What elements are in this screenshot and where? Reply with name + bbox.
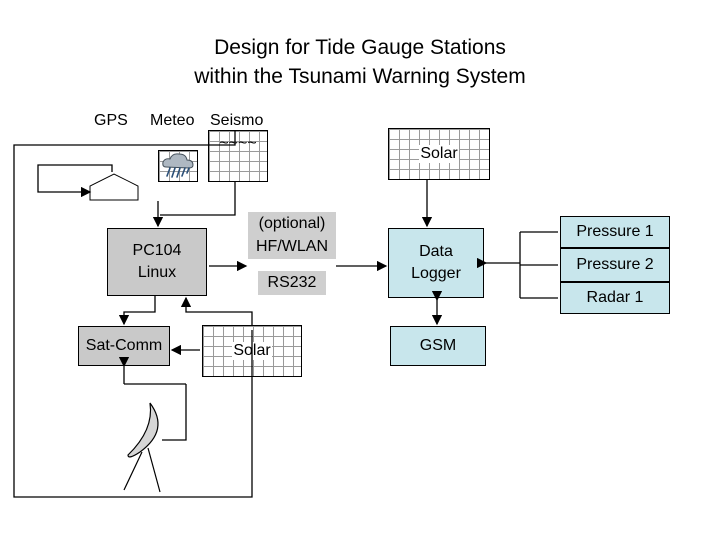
optional-link-label: (optional) xyxy=(248,212,336,236)
gsm-box: GSM xyxy=(390,326,486,366)
outer-loop-line xyxy=(14,130,252,497)
instrument-pressure-2: Pressure 2 xyxy=(560,248,670,282)
data-logger-box: Data Logger xyxy=(388,228,484,298)
seismo-label: Seismo xyxy=(210,112,264,129)
satellite-dish-icon xyxy=(124,403,160,492)
gps-link-line xyxy=(38,165,112,192)
pc104-to-satcomm-line xyxy=(124,296,155,324)
solar-left-label: Solar xyxy=(233,342,271,359)
pc104-linux-box: PC104 Linux xyxy=(107,228,207,296)
title-line-2: within the Tsunami Warning System xyxy=(194,65,526,88)
instrument-pressure-1: Pressure 1 xyxy=(560,216,670,248)
dish-feed-line xyxy=(162,384,186,440)
meteo-label: Meteo xyxy=(150,112,195,129)
solar-to-pc104-arrow xyxy=(186,298,252,325)
title-line-1: Design for Tide Gauge Stations xyxy=(214,36,506,59)
seismo-wave-label: ~~~~ xyxy=(219,135,257,152)
sat-comm-box: Sat-Comm xyxy=(78,326,170,366)
rs232-link-label: RS232 xyxy=(258,271,326,295)
solar-top-label: Solar xyxy=(420,145,458,162)
gps-label: GPS xyxy=(94,112,128,129)
hf-wlan-link-label: HF/WLAN xyxy=(248,235,336,259)
instrument-radar-1: Radar 1 xyxy=(560,282,670,314)
seismo-to-pc104-line xyxy=(160,182,235,215)
